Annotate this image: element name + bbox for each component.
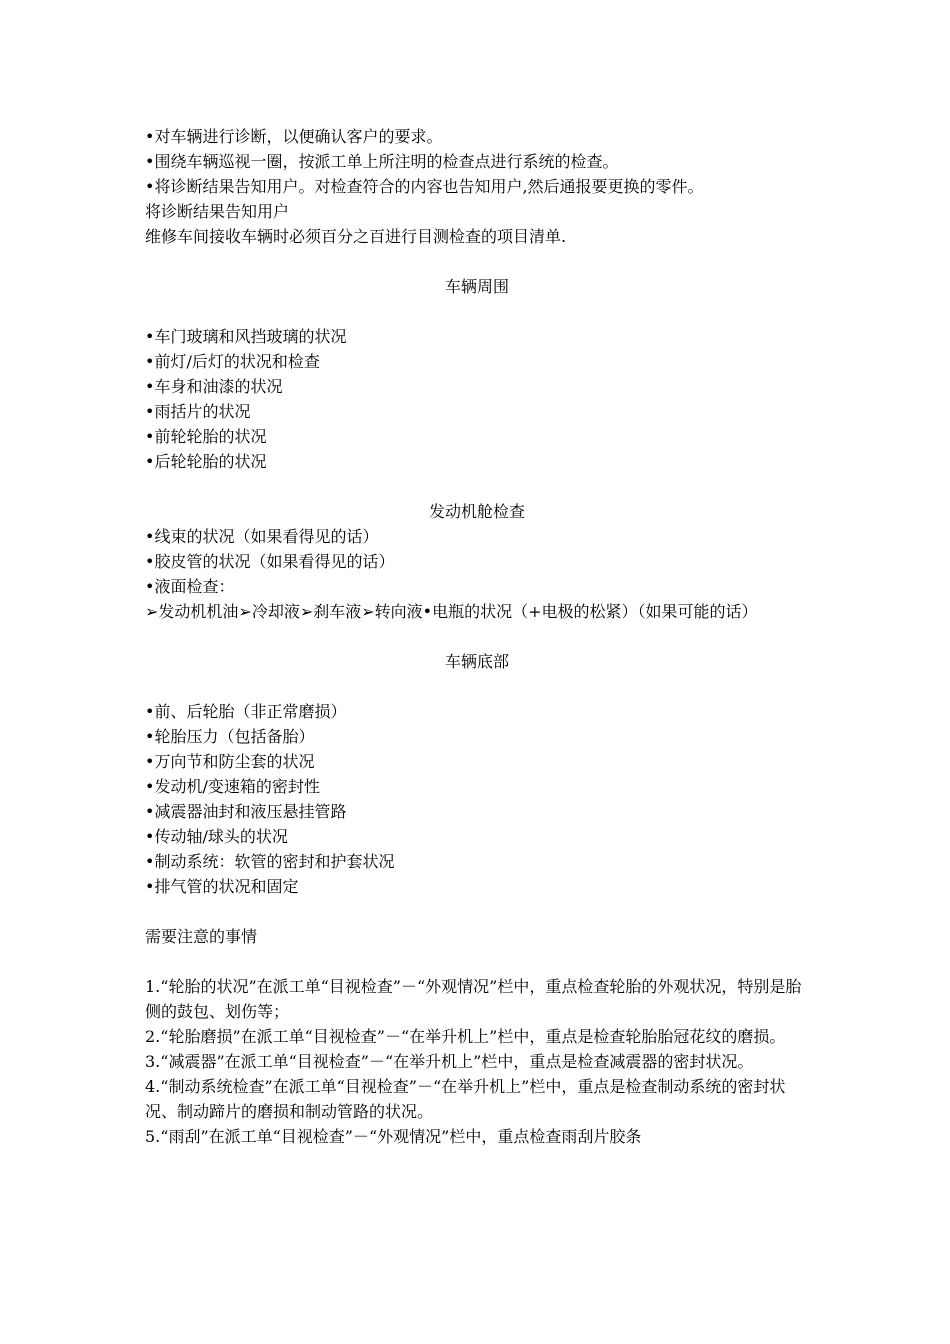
spacer [145,624,809,649]
spacer [145,949,809,974]
list-item: •后轮轮胎的状况 [145,452,267,471]
list-item: •前轮轮胎的状况 [145,427,267,446]
list-item: •前灯/后灯的状况和检查 [145,352,320,371]
list-item: •液面检查： [145,577,235,596]
fluid-check-line: ➢发动机机油➢冷却液➢刹车液➢转向液•电瓶的状况（+电极的松紧）（如果可能的话） [145,602,758,621]
list-item: •轮胎压力（包括备胎） [145,727,315,746]
list-item: •胶皮管的状况（如果看得见的话） [145,552,395,571]
note-item: 1.“轮胎的状况”在派工单“目视检查”－“外观情况”栏中，重点检查轮胎的外观状况，特别是胎侧的鼓包、划伤等； [145,977,802,1021]
intro-line-3: •将诊断结果告知用户。对检查符合的内容也告知用户,然后通报要更换的零件。 [145,177,704,196]
list-item: •排气管的状况和固定 [145,877,299,896]
spacer [145,299,809,324]
list-item: •万向节和防尘套的状况 [145,752,315,771]
list-item: •传动轴/球头的状况 [145,827,288,846]
list-item: •线束的状况（如果看得见的话） [145,527,379,546]
note-item: 2.“轮胎磨损”在派工单“目视检查”－“在举升机上”栏中，重点是检查轮胎胎冠花纹的磨损。 [145,1027,786,1046]
document-body [145,124,809,1149]
intro-line-5: 维修车间接收车辆时必须百分之百进行目测检查的项目清单. [145,227,567,246]
note-item: 5.“雨刮”在派工单“目视检查”－“外观情况”栏中，重点检查雨刮片胶条 [145,1127,642,1146]
list-item: •车门玻璃和风挡玻璃的状况 [145,327,347,346]
spacer [145,249,809,274]
list-item: •前、后轮胎（非正常磨损） [145,702,347,721]
list-item: •发动机/变速箱的密封性 [145,777,320,796]
list-item: •制动系统：软管的密封和护套状况 [145,852,395,871]
list-item: •雨括片的状况 [145,402,251,421]
section-heading-underbody: 车辆底部 [444,652,509,671]
note-item: 3.“减震器”在派工单“目视检查”－“在举升机上”栏中，重点是检查减震器的密封状况。 [145,1052,754,1071]
intro-line-4: 将诊断结果告知用户 [145,202,290,221]
list-item: •减震器油封和液压悬挂管路 [145,802,347,821]
spacer [145,474,809,499]
note-item: 4.“制动系统检查”在派工单“目视检查”－“在举升机上”栏中，重点是检查制动系统的密封状况、制动蹄片的磨损和制动管路的状况。 [145,1077,786,1121]
intro-line-2: •围绕车辆巡视一圈，按派工单上所注明的检查点进行系统的检查。 [145,152,619,171]
spacer [145,899,809,924]
section-heading-engine-bay: 发动机舱检查 [428,502,525,521]
section-heading-vehicle-surroundings: 车辆周围 [444,277,509,296]
notes-heading: 需要注意的事情 [145,927,258,946]
intro-line-1: •对车辆进行诊断，以便确认客户的要求。 [145,127,443,146]
list-item: •车身和油漆的状况 [145,377,283,396]
spacer [145,674,809,699]
